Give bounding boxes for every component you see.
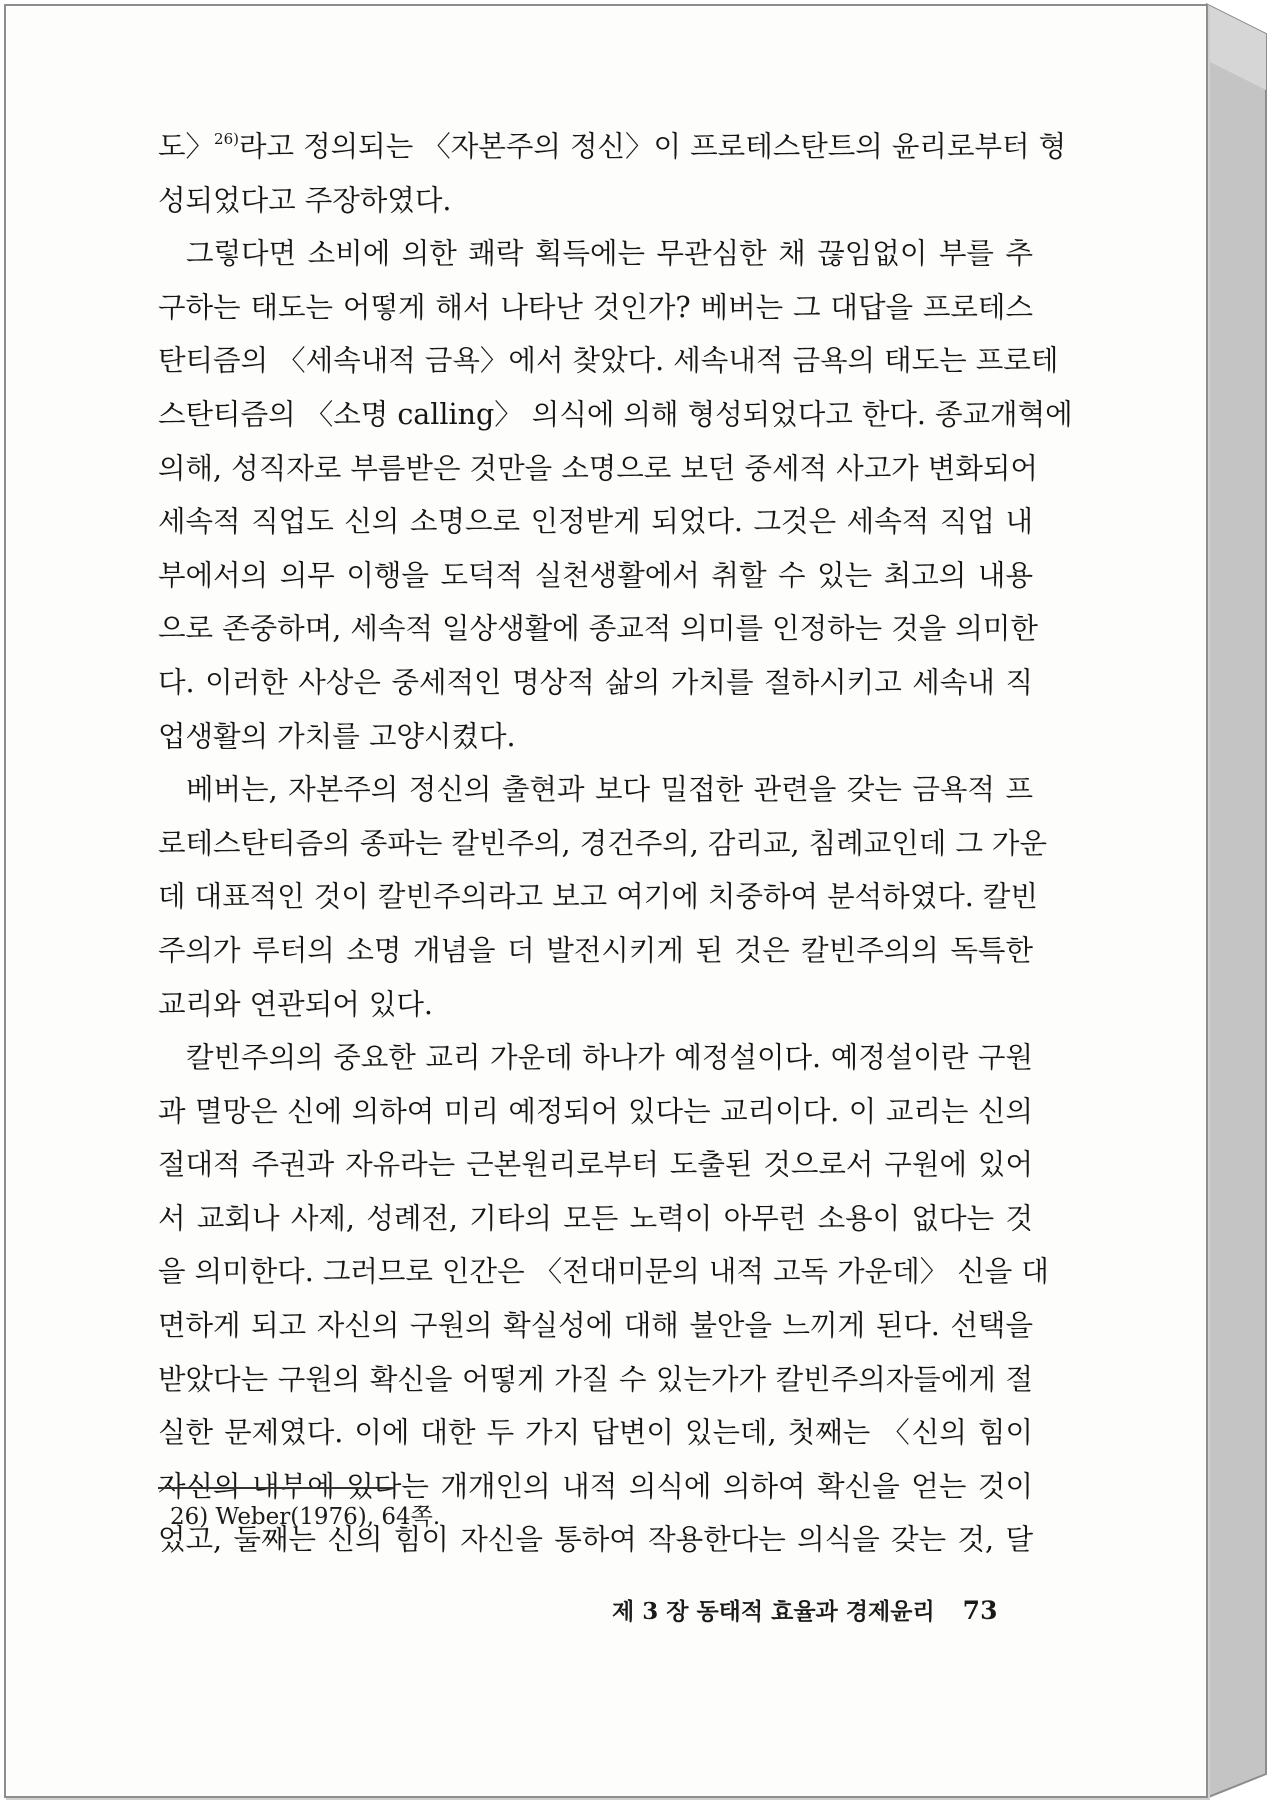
- text-line: 을 의미한다. 그러므로 인간은 〈전대미문의 내적 고독 가운데〉 신을 대: [158, 1255, 1049, 1289]
- body-text: [158, 120, 1073, 1567]
- text-line: 으로 존중하며, 세속적 일상생활에 종교적 의미를 인정하는 것을 의미한: [158, 612, 1038, 646]
- text-line: 자신의 내부에 있다는 개개인의 내적 의식에 의하여 확신을 얻는 것이: [158, 1469, 1033, 1503]
- footnote-reference: 26): [214, 130, 239, 148]
- text-line: 로테스탄티즘의 종파는 칼빈주의, 경건주의, 감리교, 침례교인데 그 가운: [158, 826, 1047, 860]
- text-line: 구하는 태도는 어떻게 해서 나타난 것인가? 베버는 그 대답을 프로테스: [158, 290, 1033, 324]
- text-line: 서 교회나 사제, 성례전, 기타의 모든 노력이 아무런 소용이 없다는 것: [158, 1201, 1033, 1235]
- footnote: 26) Weber(1976), 64쪽.: [170, 1504, 441, 1530]
- chapter-title: 제 3 장 동태적 효율과 경제윤리: [612, 1598, 935, 1625]
- text-line: 그렇다면 소비에 의한 쾌락 획득에는 무관심한 채 끊임없이 부를 추: [186, 237, 1033, 271]
- text-line: 데 대표적인 것이 칼빈주의라고 보고 여기에 치중하여 분석하였다. 칼빈: [158, 880, 1038, 914]
- text-line: 성되었다고 주장하였다.: [158, 183, 452, 217]
- page-number: 73: [962, 1596, 998, 1625]
- text-line: 도〉$^{26)}$라고 정의되는 〈자본주의 정신〉이 프로테스탄트의 윤리로부터 형: [158, 130, 1067, 163]
- text-line: 주의가 루터의 소명 개념을 더 발전시키게 된 것은 칼빈주의의 독특한: [158, 933, 1033, 967]
- text-line: 스탄티즘의 〈소명 calling〉 의식에 의해 형성되었다고 한다. 종교개혁에: [158, 397, 1073, 431]
- text-line: 받았다는 구원의 확신을 어떻게 가질 수 있는가가 칼빈주의자들에게 절: [158, 1362, 1033, 1396]
- footnote-divider: [158, 1487, 394, 1489]
- text-line: 절대적 주권과 자유라는 근본원리로부터 도출된 것으로서 구원에 있어: [158, 1148, 1033, 1182]
- text-line: 베버는, 자본주의 정신의 출현과 보다 밀접한 관련을 갖는 금욕적 프: [186, 773, 1033, 807]
- running-footer: [612, 1593, 997, 1626]
- text-line: 세속적 직업도 신의 소명으로 인정받게 되었다. 그것은 세속적 직업 내: [158, 505, 1033, 539]
- page-stack-edge: [1206, 0, 1270, 1806]
- text-line: 업생활의 가치를 고양시켰다.: [158, 719, 516, 753]
- text-line: 다. 이러한 사상은 중세적인 명상적 삶의 가치를 절하시키고 세속내 직: [158, 665, 1033, 699]
- text-line: 교리와 연관되어 있다.: [158, 987, 433, 1021]
- text-line: 부에서의 의무 이행을 도덕적 실천생활에서 취할 수 있는 최고의 내용: [158, 558, 1033, 592]
- text-line: 실한 문제였다. 이에 대한 두 가지 답변이 있는데, 첫째는 〈신의 힘이: [158, 1416, 1033, 1450]
- text-line: 탄티즘의 〈세속내적 금욕〉에서 찾았다. 세속내적 금욕의 태도는 프로테: [158, 344, 1059, 378]
- text-line: 었고, 둘째는 신의 힘이 자신을 통하여 작용한다는 의식을 갖는 것, 달: [158, 1523, 1033, 1557]
- text-line: 의해, 성직자로 부름받은 것만을 소명으로 보던 중세적 사고가 변화되어: [158, 451, 1038, 485]
- text-line: 칼빈주의의 중요한 교리 가운데 하나가 예정설이다. 예정설이란 구원: [186, 1041, 1033, 1075]
- text-line: 과 멸망은 신에 의하여 미리 예정되어 있다는 교리이다. 이 교리는 신의: [158, 1094, 1033, 1128]
- text-line: 면하게 되고 자신의 구원의 확실성에 대해 불안을 느끼게 된다. 선택을: [158, 1309, 1033, 1343]
